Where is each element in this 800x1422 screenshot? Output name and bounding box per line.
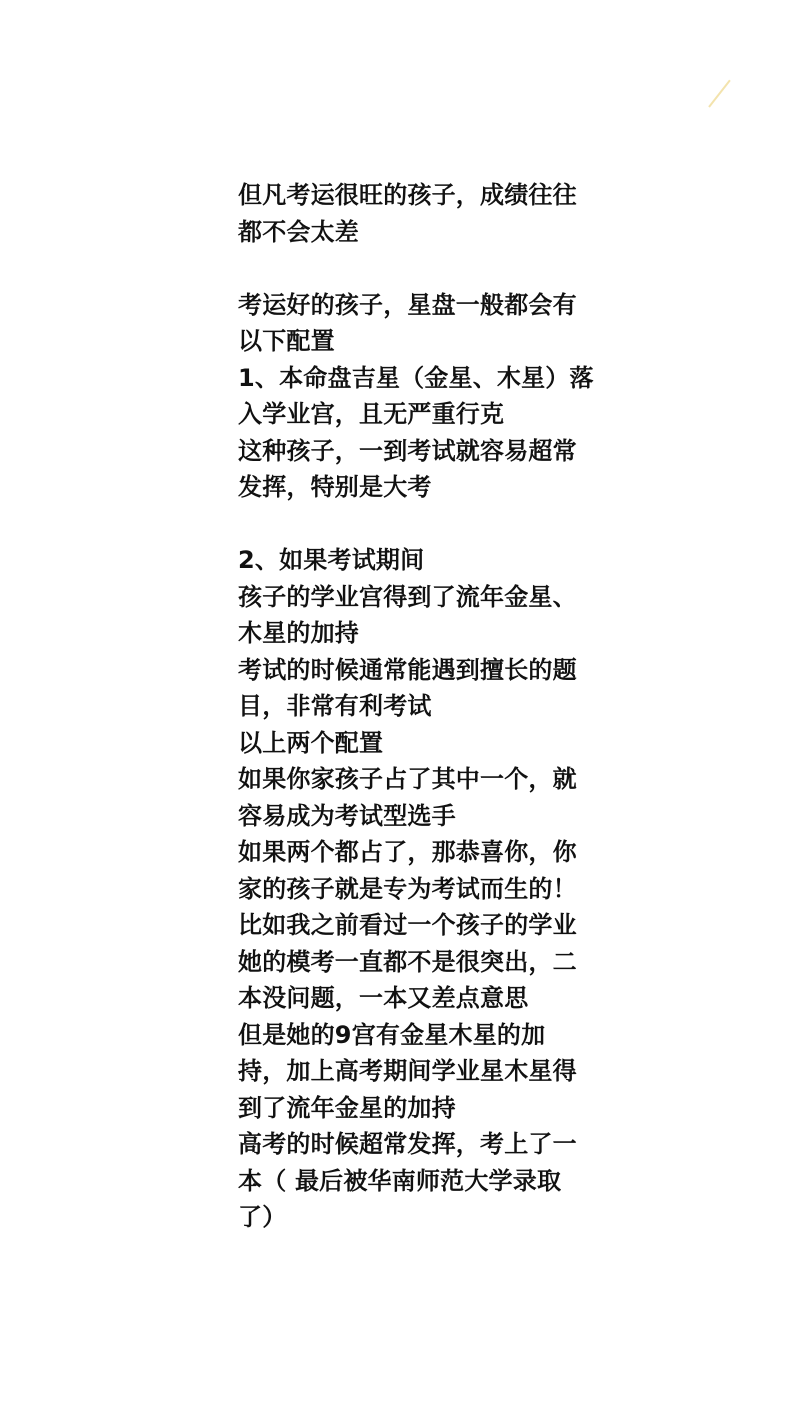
text-line: 到了流年金星的加持: [238, 1093, 456, 1122]
text-line: 了）: [238, 1203, 287, 1231]
text-line: 1、本命盘吉星（金星、木星）落: [238, 363, 594, 392]
text-line: 高考的时候超常发挥，考上了一: [238, 1130, 577, 1158]
text-line: 考试的时候通常能遇到擅长的题: [238, 655, 577, 684]
text-line: 她的模考一直都不是很突出，二: [238, 947, 577, 976]
text-line: 这种孩子，一到考试就容易超常: [238, 436, 577, 465]
text-line: 本（ 最后被华南师范大学录取: [238, 1166, 562, 1195]
text-line: 木星的加持: [238, 619, 359, 647]
text-line: 如果你家孩子占了其中一个，就: [238, 765, 577, 793]
text-line: 入学业宫，且无严重行克: [238, 400, 505, 428]
text-line: 家的孩子就是专为考试而生的！: [238, 874, 577, 903]
text-line: 2、如果考试期间: [238, 546, 425, 574]
decorative-gold-line: [708, 80, 731, 108]
text-line: 孩子的学业宫得到了流年金星、: [238, 582, 577, 611]
text-line: 比如我之前看过一个孩子的学业: [238, 911, 577, 939]
text-line: 持，加上高考期间学业星木星得: [238, 1057, 577, 1085]
blank-line: [238, 250, 588, 287]
text-line: 如果两个都占了，那恭喜你，你: [238, 838, 577, 866]
text-line: 但凡考运很旺的孩子，成绩往往: [238, 181, 577, 209]
text-line: 都不会太差: [238, 217, 359, 246]
article-text: [238, 177, 594, 1236]
text-line: 本没问题，一本又差点意思: [238, 984, 529, 1012]
text-line: 但是她的9宫有金星木星的加: [238, 1020, 546, 1049]
blank-line: [238, 506, 588, 543]
text-line: 容易成为考试型选手: [238, 801, 456, 830]
text-line: 考运好的孩子，星盘一般都会有: [238, 290, 577, 319]
text-line: 发挥，特别是大考: [238, 473, 432, 501]
text-line: 以下配置: [238, 327, 335, 355]
text-line: 目，非常有利考试: [238, 692, 432, 720]
text-line: 以上两个配置: [238, 728, 384, 757]
